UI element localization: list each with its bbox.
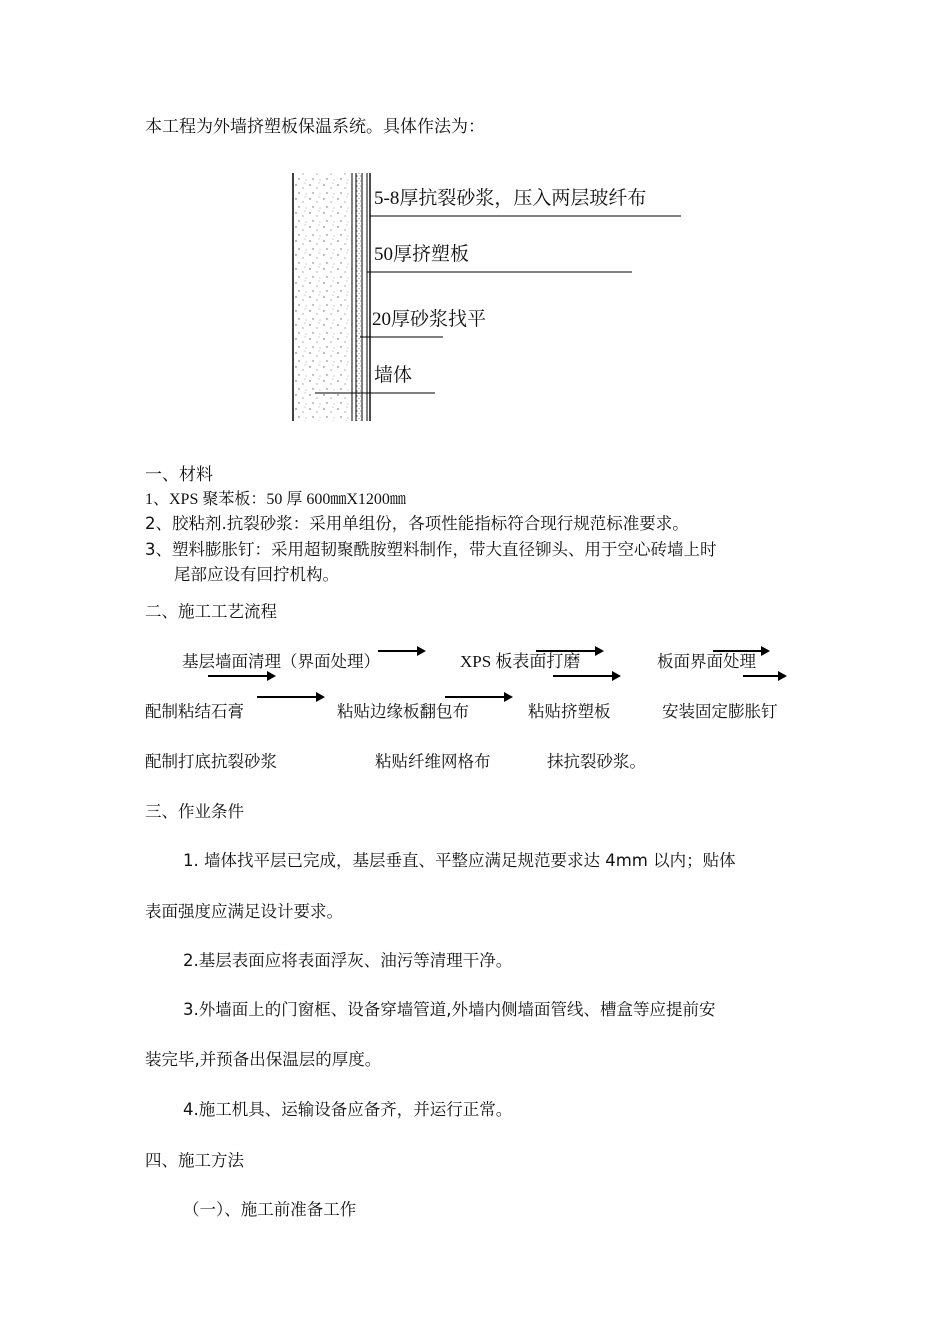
method-heading: 四、施工方法: [145, 1151, 244, 1170]
diagram-label-wall: 墙体: [374, 365, 413, 386]
intro-text: 本工程为外墙挤塑板保温系统。具体作法为：: [145, 117, 485, 136]
conditions-item-1-cont: 表面强度应满足设计要求。: [145, 902, 343, 921]
conditions-item-2: 2.基层表面应将表面浮灰、油污等清理干净。: [183, 951, 513, 970]
leveling-mortar-layer: [356, 173, 361, 421]
process-step-4: 配制粘结石膏: [145, 702, 244, 721]
materials-item-3-cont: 尾部应设有回拧机构。: [174, 565, 339, 584]
process-step-6: 粘贴挤塑板: [528, 702, 611, 721]
flow-arrow-8: [445, 696, 511, 698]
flow-arrow-3: [713, 650, 768, 652]
process-step-7: 安装固定膨胀钉: [662, 702, 778, 721]
materials-item-2: 2、胶粘剂.抗裂砂浆：采用单组份，各项性能指标符合现行规范标准要求。: [145, 514, 689, 533]
diagram-label-leveling-mortar: 20厚砂浆找平: [372, 309, 487, 330]
flow-arrow-4: [208, 675, 274, 677]
materials-item-3: 3、塑料膨胀钉：采用超韧聚酰胺塑料制作，带大直径铆头、用于空心砖墙上时: [145, 540, 717, 559]
process-step-3: 板面界面处理: [657, 652, 756, 671]
diagram-label-crack-mortar: 5-8厚抗裂砂浆，压入两层玻纤布: [374, 188, 647, 209]
flow-arrow-1: [378, 650, 424, 652]
conditions-heading: 三、作业条件: [145, 802, 244, 821]
conditions-item-3-cont: 装完毕,并预备出保温层的厚度。: [145, 1050, 382, 1069]
process-step-10: 抹抗裂砂浆。: [547, 752, 646, 771]
materials-item-1: 1、XPS 聚苯板：50 厚 600㎜X1200㎜: [145, 491, 406, 508]
method-subheading-1: （一）、施工前准备工作: [183, 1200, 357, 1219]
process-step-2: XPS 板表面打磨: [460, 652, 581, 671]
materials-heading: 一、材料: [145, 465, 213, 484]
diagram-label-xps-board: 50厚挤塑板: [374, 244, 470, 265]
flow-arrow-2: [536, 650, 602, 652]
process-step-5: 粘贴边缘板翻包布: [337, 702, 469, 721]
conditions-item-1: 1. 墙体找平层已完成，基层垂直、平整应满足规范要求达 4mm 以内；贴体: [183, 851, 736, 870]
process-step-8: 配制打底抗裂砂浆: [145, 752, 277, 771]
process-step-9: 粘贴纤维网格布: [375, 752, 491, 771]
conditions-item-3: 3.外墙面上的门窗框、设备穿墙管道,外墙内侧墙面管线、槽盒等应提前安: [183, 1000, 716, 1019]
conditions-item-4: 4.施工机具、运输设备应备齐，并运行正常。: [183, 1100, 513, 1119]
flow-arrow-5: [553, 675, 619, 677]
process-step-1: 基层墙面清理（界面处理）: [182, 652, 380, 671]
process-heading: 二、施工工艺流程: [145, 602, 277, 621]
flow-arrow-6: [743, 675, 785, 677]
flow-arrow-7: [257, 696, 323, 698]
wall-body: [294, 173, 352, 421]
